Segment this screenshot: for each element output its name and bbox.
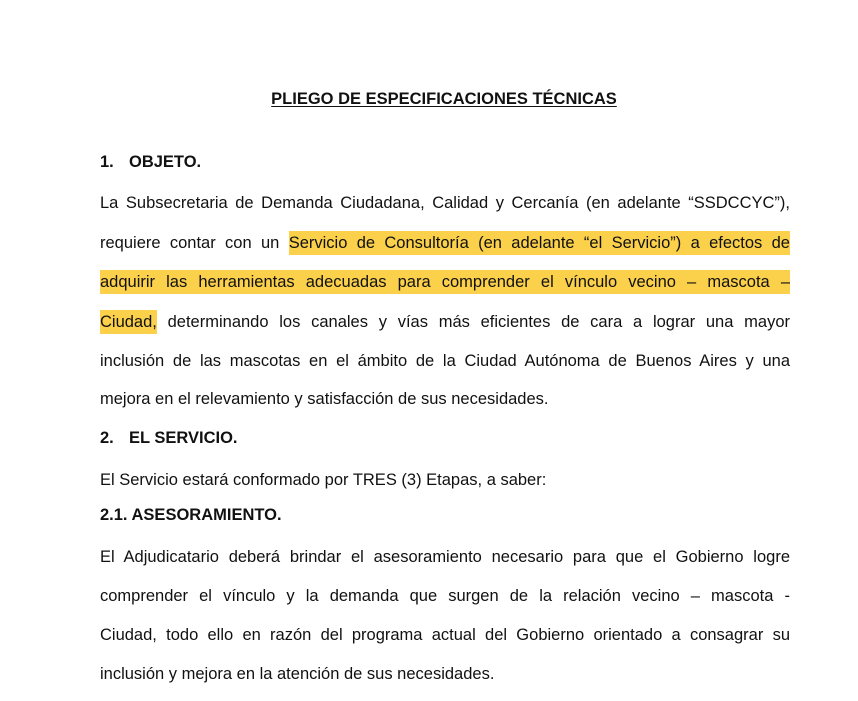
paragraph-line: inclusión de las mascotas en el ámbito de la Ciudad Autónoma de Buenos Aires y una: [100, 352, 790, 370]
section-title: ASESORAMIENTO.: [131, 506, 282, 524]
paragraph-line: La Subsecretaria de Demanda Ciudadana, Calidad y Cercanía (en adelante “SSDCCYC”),: [100, 194, 790, 212]
paragraph-line: El Adjudicatario deberá brindar el asesoramiento necesario para que el Gobierno logre: [100, 548, 790, 566]
paragraph-line: Ciudad, todo ello en razón del programa actual del Gobierno orientado a consagrar su: [100, 626, 790, 644]
section-number: 2.: [100, 429, 114, 447]
paragraph-line: Ciudad, determinando los canales y vías más eficientes de cara a lograr una mayor: [100, 310, 790, 334]
document-title: PLIEGO DE ESPECIFICACIONES TÉCNICAS: [271, 90, 617, 108]
section-heading-el-servicio: [100, 429, 238, 448]
paragraph-line: mejora en el relevamiento y satisfacción de sus necesidades.: [100, 390, 549, 408]
paragraph-line: [100, 270, 790, 294]
paragraph-line: El Servicio estará conformado por TRES (3) Etapas, a saber:: [100, 471, 547, 489]
section-title: OBJETO.: [129, 153, 202, 171]
paragraph-line: inclusión y mejora en la atención de sus necesidades.: [100, 665, 495, 683]
highlighted-text: Ciudad,: [100, 310, 157, 334]
section-number: 1.: [100, 153, 114, 171]
section-heading-asesoramiento: [100, 506, 282, 525]
section-title: EL SERVICIO.: [129, 429, 238, 447]
paragraph-line: comprender el vínculo y la demanda que surgen de la relación vecino – mascota -: [100, 587, 790, 605]
highlighted-text: Servicio de Consultoría (en adelante “el Servicio”) a efectos de: [289, 231, 790, 255]
section-heading-objeto: [100, 153, 201, 172]
highlighted-text: adquirir las herramientas adecuadas para comprender el vínculo vecino – mascota –: [100, 270, 790, 294]
paragraph-line: requiere contar con un Servicio de Consultoría (en adelante “el Servicio”) a efectos de: [100, 231, 790, 255]
section-number: 2.1.: [100, 506, 128, 524]
